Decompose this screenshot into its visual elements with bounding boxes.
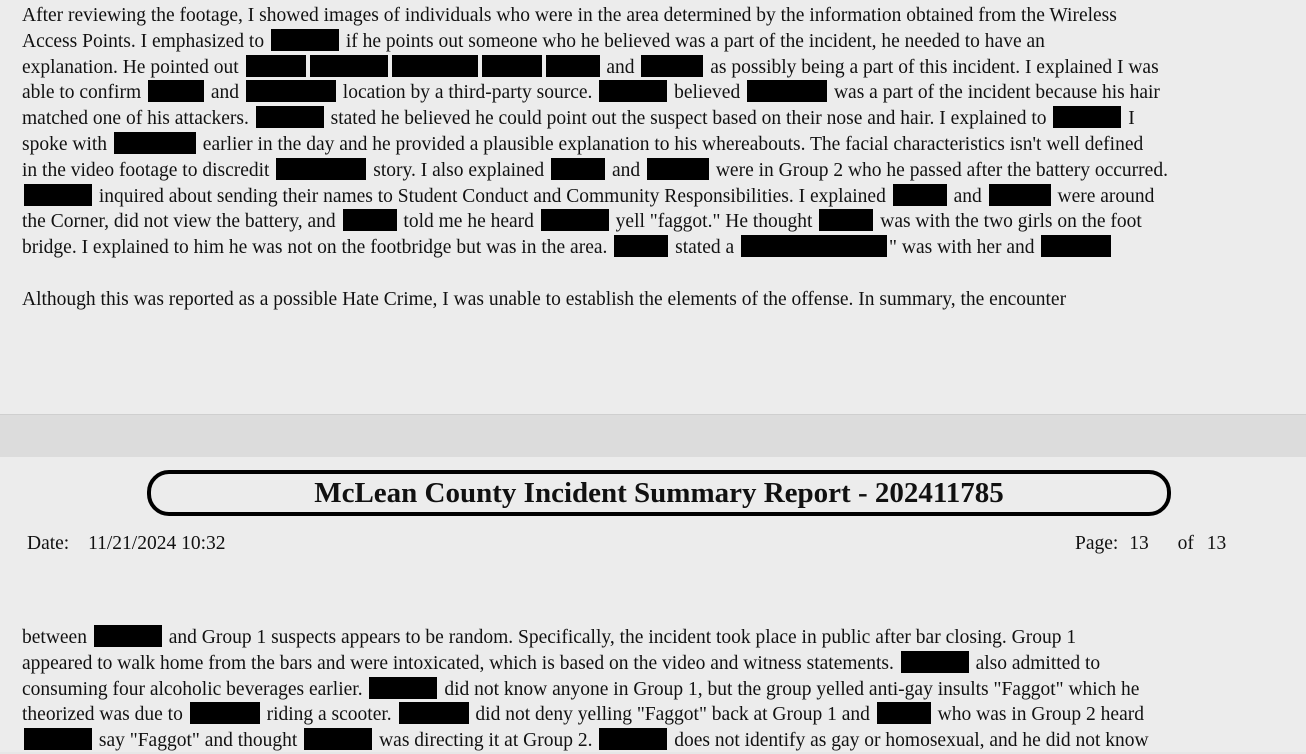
text-segment: story. I also explained <box>368 159 550 181</box>
redaction-bar <box>1041 235 1111 257</box>
text-line <box>22 235 1284 261</box>
text-segment: consuming four alcoholic beverages earlier. <box>22 678 368 700</box>
text-segment: inquired about sending their names to Student Conduct and Community Responsibilities. I explained <box>94 185 891 207</box>
text-segment: theorized was due to <box>22 704 188 726</box>
text-segment: and <box>948 185 987 207</box>
narrative-text-top <box>22 3 1284 261</box>
redaction-bar <box>599 728 667 750</box>
text-line <box>22 209 1284 235</box>
report-title-box <box>147 470 1171 516</box>
redaction-bar <box>482 55 542 77</box>
summary-paragraph <box>22 287 1284 313</box>
text-segment: matched one of his attackers. <box>22 108 254 130</box>
redaction-bar <box>747 80 827 102</box>
redaction-bar <box>190 702 260 724</box>
redaction-bar <box>641 55 703 77</box>
text-line <box>22 3 1284 29</box>
redaction-bar <box>276 158 366 180</box>
text-segment: the Corner, did not view the battery, and <box>22 211 341 233</box>
page-separator <box>0 415 1306 457</box>
redaction-bar <box>114 132 196 154</box>
page-label: Page: <box>1075 533 1119 554</box>
redaction-bar <box>741 235 887 257</box>
report-page-13 <box>0 457 1306 752</box>
text-segment: believed <box>669 82 746 104</box>
text-segment: as possibly being a part of this incident. I explained I was <box>705 56 1159 78</box>
text-segment: say "Faggot" and thought <box>94 730 303 752</box>
redaction-bar <box>24 728 92 750</box>
date-label: Date: <box>27 533 70 554</box>
text-segment: if he points out someone who he believed was a part of the incident, he needed to have an <box>340 30 1045 52</box>
redaction-bar <box>369 677 437 699</box>
text-line <box>22 55 1284 81</box>
text-line <box>22 702 1284 728</box>
text-segment: was a part of the incident because his hair <box>829 82 1160 104</box>
text-segment: told me he heard <box>398 211 539 233</box>
redaction-bar <box>901 651 969 673</box>
redaction-bar <box>310 55 388 77</box>
text-segment: explanation. He pointed out <box>22 56 244 78</box>
text-segment: in the video footage to discredit <box>22 159 275 181</box>
redaction-bar <box>271 29 339 51</box>
page-total: 13 <box>1206 533 1227 554</box>
redaction-bar <box>256 106 324 128</box>
redaction-bar <box>148 80 204 102</box>
redaction-bar <box>546 55 600 77</box>
redaction-bar <box>399 702 469 724</box>
of-label: of <box>1177 533 1194 554</box>
text-segment: stated a <box>670 237 740 259</box>
redaction-bar <box>94 625 162 647</box>
redaction-bar <box>647 158 709 180</box>
text-segment: was directing it at Group 2. <box>374 730 598 752</box>
text-segment: bridge. I explained to him he was not on the footbridge but was in the area. <box>22 237 613 259</box>
text-line <box>22 29 1284 55</box>
redaction-bar <box>246 55 306 77</box>
text-segment: " was with her and <box>889 237 1040 259</box>
text-segment: spoke with <box>22 133 112 155</box>
report-title: McLean County Incident Summary Report - 202411785 <box>314 476 1004 509</box>
text-segment: and Group 1 suspects appears to be random. Specifically, the incident took place in public after bar closing. Group 1 <box>163 627 1077 648</box>
text-line <box>22 158 1284 184</box>
text-segment: who was in Group 2 heard <box>932 704 1144 726</box>
page-indicator <box>1075 533 1240 555</box>
text-segment: riding a scooter. <box>261 704 397 726</box>
text-line <box>22 184 1284 210</box>
text-segment: Access Points. I emphasized to <box>22 30 269 52</box>
text-segment: were around <box>1052 185 1155 207</box>
redaction-bar <box>343 209 397 231</box>
text-segment: location by a third-party source. <box>337 82 598 104</box>
text-segment: were in Group 2 who he passed after the battery occurred. <box>710 159 1168 181</box>
text-segment: between <box>22 627 92 648</box>
redaction-bar <box>551 158 605 180</box>
report-date <box>27 533 240 555</box>
text-segment: able to confirm <box>22 82 146 104</box>
text-segment: and <box>206 82 244 104</box>
text-line <box>22 106 1284 132</box>
redaction-bar <box>819 209 873 231</box>
redaction-bar <box>599 80 667 102</box>
text-segment: appeared to walk home from the bars and were intoxicated, which is based on the video and witness statements. <box>22 652 899 674</box>
text-segment: stated he believed he could point out the suspect based on their nose and hair. I explained to <box>325 108 1052 130</box>
text-segment: I <box>1123 108 1135 130</box>
text-line <box>22 625 1284 651</box>
text-line <box>22 80 1284 106</box>
redaction-bar <box>24 184 92 206</box>
text-line <box>22 132 1284 158</box>
text-segment: earlier in the day and he provided a plausible explanation to his whereabouts. The facial characteristics isn't well defined <box>197 133 1144 155</box>
text-segment: did not know anyone in Group 1, but the group yelled anti-gay insults "Faggot" which he <box>439 678 1140 700</box>
narrative-text-bottom <box>22 625 1284 754</box>
redaction-bar <box>246 80 336 102</box>
text-line <box>22 677 1284 703</box>
text-segment: did not deny yelling "Faggot" back at Group 1 and <box>470 704 875 726</box>
redaction-bar <box>304 728 372 750</box>
redaction-bar <box>541 209 609 231</box>
text-segment: also admitted to <box>970 652 1101 674</box>
text-segment: was with the two girls on the foot <box>875 211 1142 233</box>
redaction-bar <box>893 184 947 206</box>
date-value: 11/21/2024 10:32 <box>88 533 226 554</box>
text-segment: yell "faggot." He thought <box>610 211 818 233</box>
text-segment: and <box>607 159 645 181</box>
redaction-bar <box>989 184 1051 206</box>
summary-line: Although this was reported as a possible Hate Crime, I was unable to establish the elements of the offense. In summary, the encounter <box>22 289 1067 310</box>
redaction-bar <box>877 702 931 724</box>
page-number: 13 <box>1129 533 1149 554</box>
text-segment: After reviewing the footage, I showed images of individuals who were in the area determined by the information obtained from the Wireless <box>22 5 1117 26</box>
redaction-bar <box>392 55 478 77</box>
text-segment: does not identify as gay or homosexual, and he did not know <box>669 730 1149 752</box>
text-line <box>22 651 1284 677</box>
redaction-bar <box>614 235 668 257</box>
redaction-bar <box>1053 106 1121 128</box>
text-segment: and <box>601 56 640 78</box>
text-line <box>22 728 1284 754</box>
